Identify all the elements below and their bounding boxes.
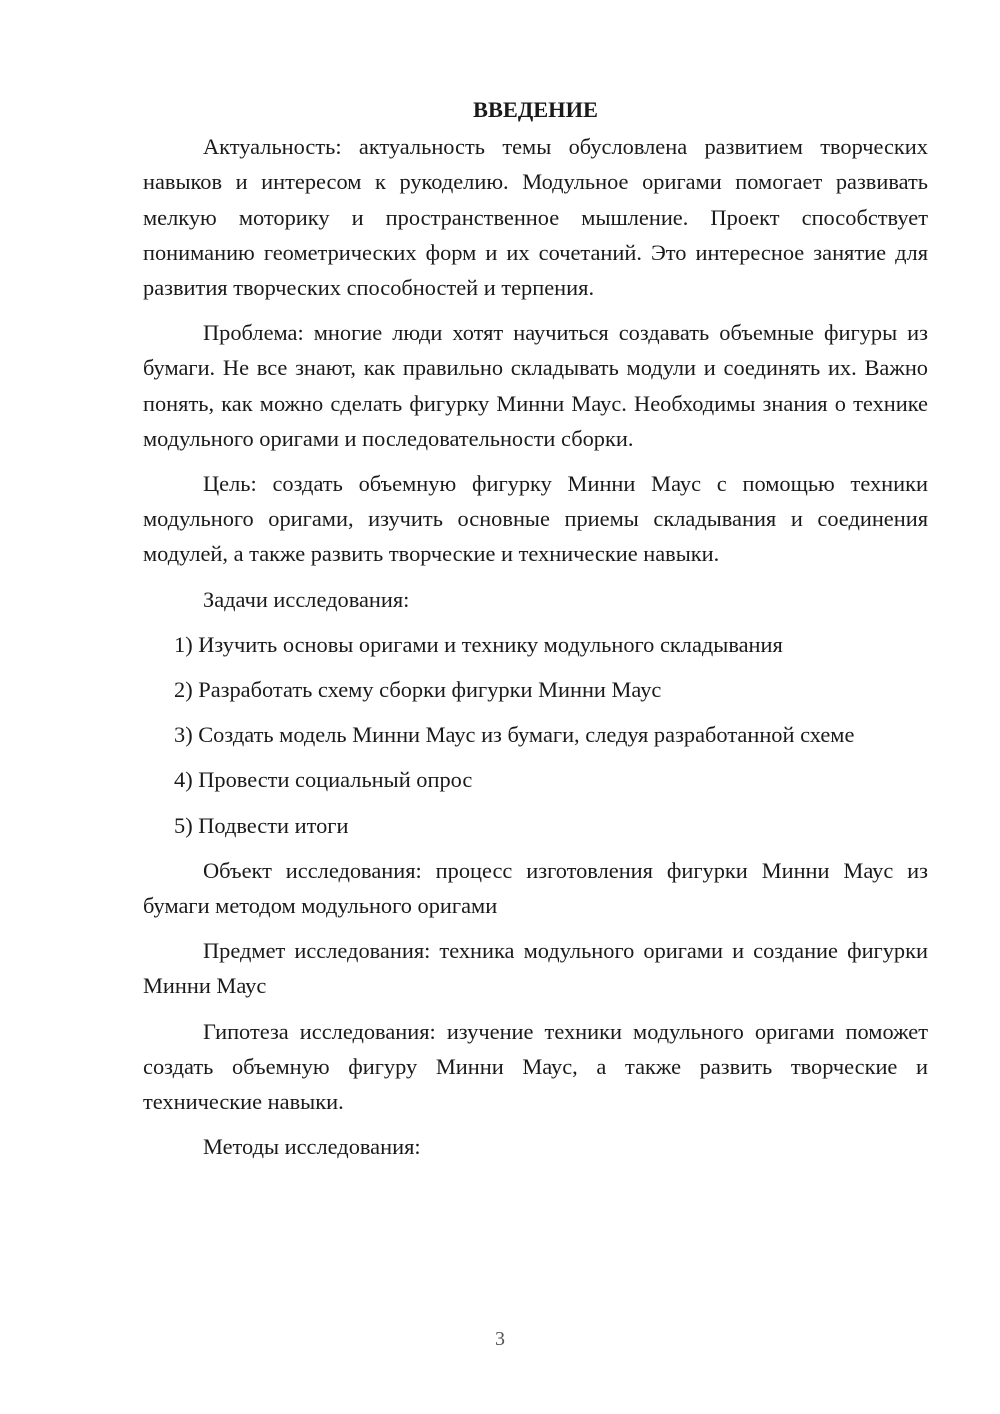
task-item-1: 1) Изучить основы оригами и технику модульного складывания <box>174 631 783 657</box>
subject-paragraph: Предмет исследования: техника модульного оригами и создание фигурки Минни Маус <box>143 938 928 999</box>
task-item-5: 5) Подвести итоги <box>174 812 349 838</box>
tasks-heading: Задачи исследования: <box>203 586 410 612</box>
hypothesis-paragraph: Гипотеза исследования: изучение техники модульного оригами поможет создать объемную фигуру Минни Маус, а также развить творческие и технические навыки. <box>143 1018 928 1115</box>
task-item-4: 4) Провести социальный опрос <box>174 767 473 793</box>
section-title: ВВЕДЕНИЕ <box>473 97 598 122</box>
methods-heading: Методы исследования: <box>203 1134 421 1160</box>
page-content <box>143 92 928 1174</box>
task-item-3: 3) Создать модель Минни Маус из бумаги, следуя разработанной схеме <box>174 722 855 748</box>
object-paragraph: Объект исследования: процесс изготовления фигурки Минни Маус из бумаги методом модульного оригами <box>143 857 928 919</box>
task-item-2: 2) Разработать схему сборки фигурки Минни Маус <box>174 677 662 703</box>
goal-paragraph: Цель: создать объемную фигурку Минни Маус с помощью техники модульного оригами, изучить основные приемы складывания и соединения модулей, а также развить творческие и технические навыки. <box>143 471 928 567</box>
problem-paragraph: Проблема: многие люди хотят научиться создавать объемные фигуры из бумаги. Не все знают, как правильно складывать модули и соединять их. Важно понять, как можно сделать фигурку Минни Маус. Необходимы знания о технике модульного оригами и последовательности сборки. <box>143 320 928 451</box>
page-number: 3 <box>495 1328 505 1350</box>
relevance-paragraph: Актуальность: актуальность темы обусловлена развитием творческих навыков и интересом к рукоделию. Модульное оригами помогает развивать мелкую моторику и пространственное мышление. Проект способствует пониманию геометрических форм и их сочетаний. Это интересное занятие для развития творческих способностей и терпения. <box>143 134 928 301</box>
